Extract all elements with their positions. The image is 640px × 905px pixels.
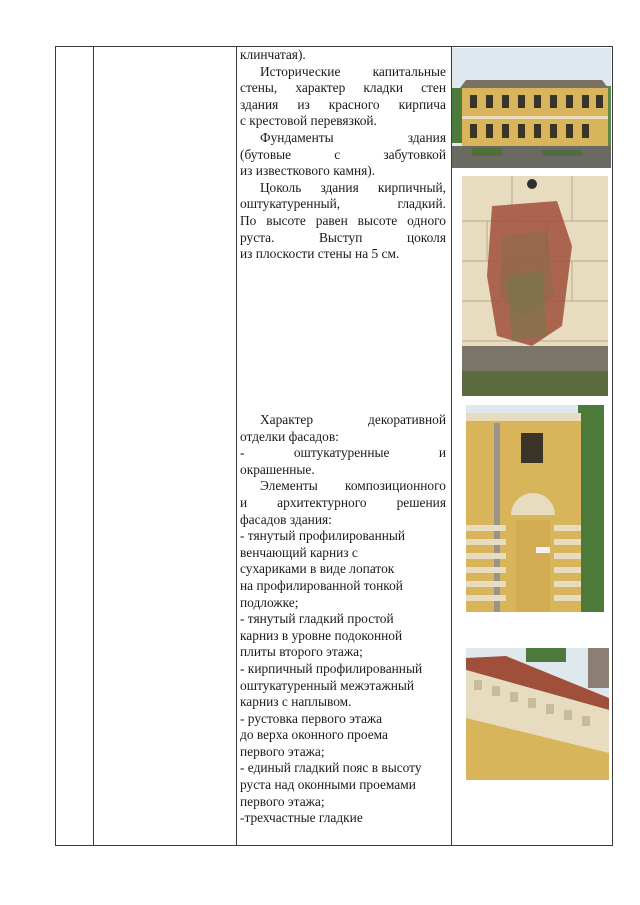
- facade-corner-pilaster-photo: [466, 405, 604, 612]
- table-border-bottom: [55, 845, 613, 846]
- text-line: (бутовые с забутовкой: [240, 146, 446, 162]
- text-line: По высоте равен высоте одного: [240, 212, 446, 228]
- list-item: -трехчастные гладкие: [240, 810, 363, 826]
- table-column-divider-1: [93, 46, 94, 846]
- cornice-detail-photo: [466, 648, 609, 780]
- list-item: руста над оконными проемами: [240, 777, 416, 793]
- building-facade-photo: [452, 48, 611, 168]
- list-item: сухариками в виде лопаток: [240, 561, 395, 577]
- list-item: первого этажа;: [240, 793, 325, 809]
- text-line: отделки фасадов:: [240, 428, 339, 444]
- text-line: фасадов здания:: [240, 511, 332, 527]
- text-line: Элементы композиционного: [260, 478, 446, 494]
- text-line: - оштукатуренные и: [240, 445, 446, 461]
- text-line: руста. Выступ цоколя: [240, 229, 446, 245]
- text-line: Цоколь здания кирпичный,: [260, 179, 446, 195]
- list-item: - рустовка первого этажа: [240, 710, 383, 726]
- brick-plinth-photo: [462, 176, 608, 396]
- list-item: плиты второго этажа;: [240, 644, 363, 660]
- text-line: Фундаменты здания: [260, 129, 446, 145]
- list-item: подложке;: [240, 594, 299, 610]
- text-line: из плоскости стены на 5 см.: [240, 246, 400, 262]
- list-item: до верха оконного проема: [240, 727, 388, 743]
- table-border-right: [612, 46, 613, 846]
- text-line: Исторические капитальные: [260, 63, 446, 79]
- text-line: Характер декоративной: [260, 412, 446, 427]
- table-column-divider-2: [236, 46, 237, 846]
- text-line: с крестовой перевязкой.: [240, 113, 377, 129]
- description-block-walls-foundation: [240, 47, 446, 263]
- list-item: - тянутый гладкий простой: [240, 611, 394, 627]
- list-item: - тянутый профилированный: [240, 528, 406, 544]
- list-item: на профилированной тонкой: [240, 577, 403, 593]
- list-item: оштукатуренный межэтажный: [240, 677, 415, 693]
- text-line: из известкового камня).: [240, 163, 376, 179]
- text-line: оштукатуренный, гладкий.: [240, 196, 446, 212]
- text-line: и архитектурного решения: [240, 494, 446, 510]
- text-line: стены, характер кладки стен: [240, 80, 446, 96]
- description-block-facade-decoration: [240, 412, 446, 827]
- list-item: венчающий карниз с: [240, 544, 358, 560]
- list-item: - единый гладкий пояс в высоту: [240, 760, 422, 776]
- list-item: карниз с наплывом.: [240, 694, 352, 710]
- text-line: здания из красного кирпича: [240, 96, 446, 112]
- list-item: первого этажа;: [240, 743, 325, 759]
- table-border-left: [55, 46, 56, 846]
- list-item: карниз в уровне подоконной: [240, 627, 403, 643]
- list-item: - кирпичный профилированный: [240, 660, 423, 676]
- text-line: клинчатая).: [240, 47, 306, 62]
- text-line: окрашенные.: [240, 461, 315, 477]
